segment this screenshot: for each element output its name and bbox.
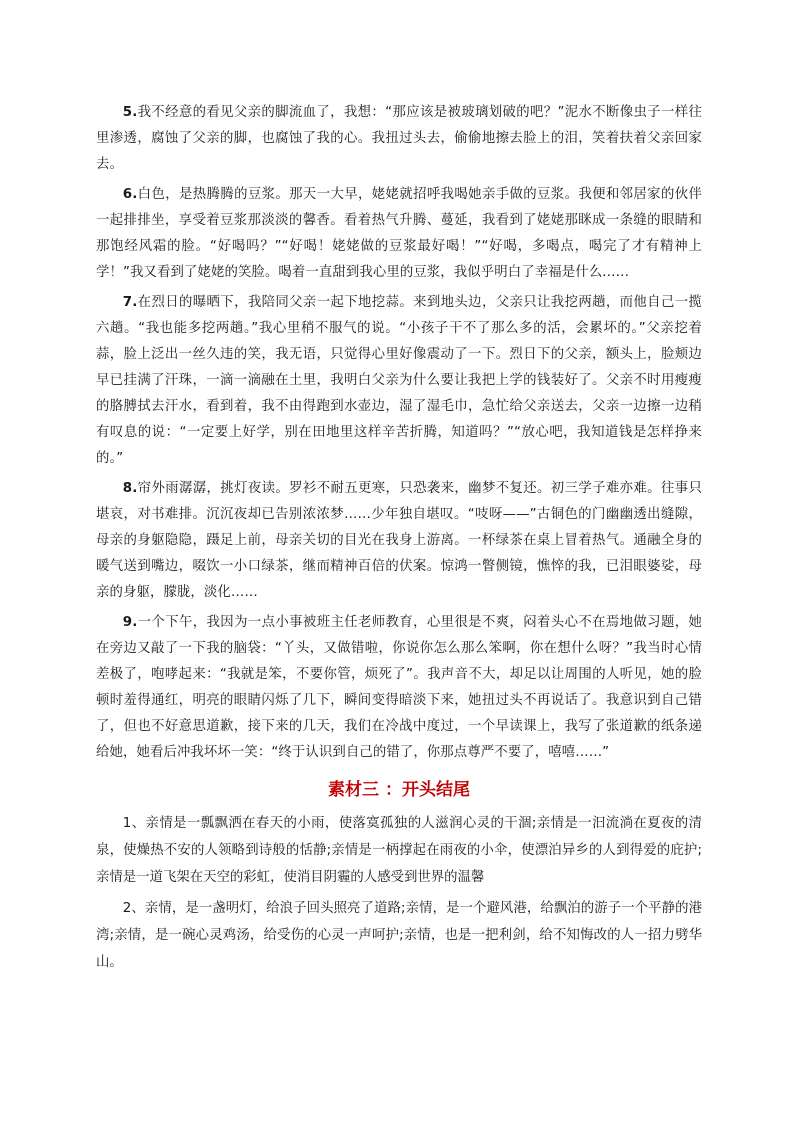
paragraph-text: 一个下午，我因为一点小事被班主任老师教育，心里很是不爽，闷着头心不在焉地做习题，她在旁边又敲了一下我的脑袋：“丫头，又做错啦，你说你怎么那么笨啊，你在想什么呀？”我当时心情差极了，咆哮起来：“我就是笨，不要你管，烦死了”。我声音不大，却足以让周围的人听见，她的脸顿时羞得通红，明亮的眼睛闪烁了几下，瞬间变得暗淡下来，她扭过头不再说话了。我意识到自己错了，但也不好意思道歉，接下来的几天，我们在冷战中度过，一个早读课上，我写了张道歉的纸条递给她，她看后冲我坏坏一笑：“终于认识到自己的错了，你那点尊严不要了，嘻嘻……” [96, 615, 702, 760]
document-body [96, 100, 702, 980]
paragraph-8 [96, 476, 702, 606]
paragraph-5 [96, 100, 702, 178]
paragraph-number: 9. [122, 615, 138, 630]
paragraph-6 [96, 182, 702, 286]
section-title: 素材三 ：开头结尾 [328, 780, 470, 800]
paragraph-9 [96, 610, 702, 766]
paragraph-7 [96, 290, 702, 472]
paragraph-number: 8. [122, 481, 138, 496]
section-paragraph-1: 1、亲情是一瓢飘洒在春天的小雨，使落寞孤独的人滋润心灵的干涸;亲情是一汩流淌在夏夜的清泉，使燥热不安的人领略到诗般的恬静;亲情是一柄撑起在雨夜的小伞，使漂泊异乡的人到得爱的庇护;亲情是一道飞架在天空的彩虹，使消目阴霾的人感受到世界的温馨 [96, 816, 702, 885]
paragraph-number: 5. [122, 105, 138, 120]
paragraph-number: 7. [122, 295, 138, 310]
paragraph-text: 在烈日的曝晒下，我陪同父亲一起下地挖蒜。来到地头边，父亲只让我挖两趟，而他自己一揽六趟。“我也能多挖两趟。”我心里稍不服气的说。“小孩子干不了那么多的活，会累坏的。”父亲挖着蒜，脸上泛出一丝久违的笑，我无语，只觉得心里好像震动了一下。烈日下的父亲，额头上，脸颊边早已挂满了汗珠，一滴一滴融在土里，我明白父亲为什么要让我把上学的钱装好了。父亲不时用瘦瘦的胳膊拭去汗水，看到着，我不由得跑到水壶边，湿了湿毛巾，急忙给父亲送去，父亲一边擦一边稍有叹息的说：“一定要上好学，别在田地里这样辛苦折腾，知道吗？”“放心吧，我知道钱是怎样挣来的。” [96, 295, 702, 466]
section-paragraph-2: 2、亲情，是一盏明灯，给浪子回头照亮了道路;亲情，是一个避风港，给飘泊的游子一个平静的港湾;亲情，是一碗心灵鸡汤，给受伤的心灵一声呵护;亲情，也是一把利剑，给不知悔改的人一招力劈华山。 [96, 901, 702, 970]
paragraph-number: 6. [122, 187, 138, 202]
paragraph-text: 我不经意的看见父亲的脚流血了，我想：“那应该是被玻璃划破的吧？”泥水不断像虫子一样往里渗透，腐蚀了父亲的脚，也腐蚀了我的心。我扭过头去，偷偷地擦去脸上的泪，笑着扶着父亲回家去。 [96, 105, 702, 172]
paragraph-text: 帘外雨潺潺，挑灯夜读。罗衫不耐五更寒，只恐袭来，幽梦不复还。初三学子难亦难。往事只堪哀，对书难排。沉沉夜却已告别浓浓梦……少年独自堪叹。“吱呀——”古铜色的门幽幽透出缝隙，母亲的身躯隐隐，蹑足上前，母亲关切的目光在我身上游离。一杯绿茶在桌上冒着热气。通融全身的暖气送到嘴边，啜饮一小口绿茶，继而精神百倍的伏案。惊鸿一瞥侧镜，憔悴的我，已泪眼婆娑，母亲的身躯，朦胧，淡化…… [96, 481, 702, 600]
paragraph-text: 白色，是热腾腾的豆浆。那天一大早，姥姥就招呼我喝她亲手做的豆浆。我便和邻居家的伙伴一起排排坐，享受着豆浆那淡淡的馨香。看着热气升腾、蔓延，我看到了姥姥那眯成一条缝的眼睛和那饱经风霜的脸。“好喝吗？”“好喝！姥姥做的豆浆最好喝！”“好喝，多喝点，喝完了才有精神上学！”我又看到了姥姥的笑脸。喝着一直甜到我心里的豆浆，我似乎明白了幸福是什么…… [96, 187, 702, 280]
